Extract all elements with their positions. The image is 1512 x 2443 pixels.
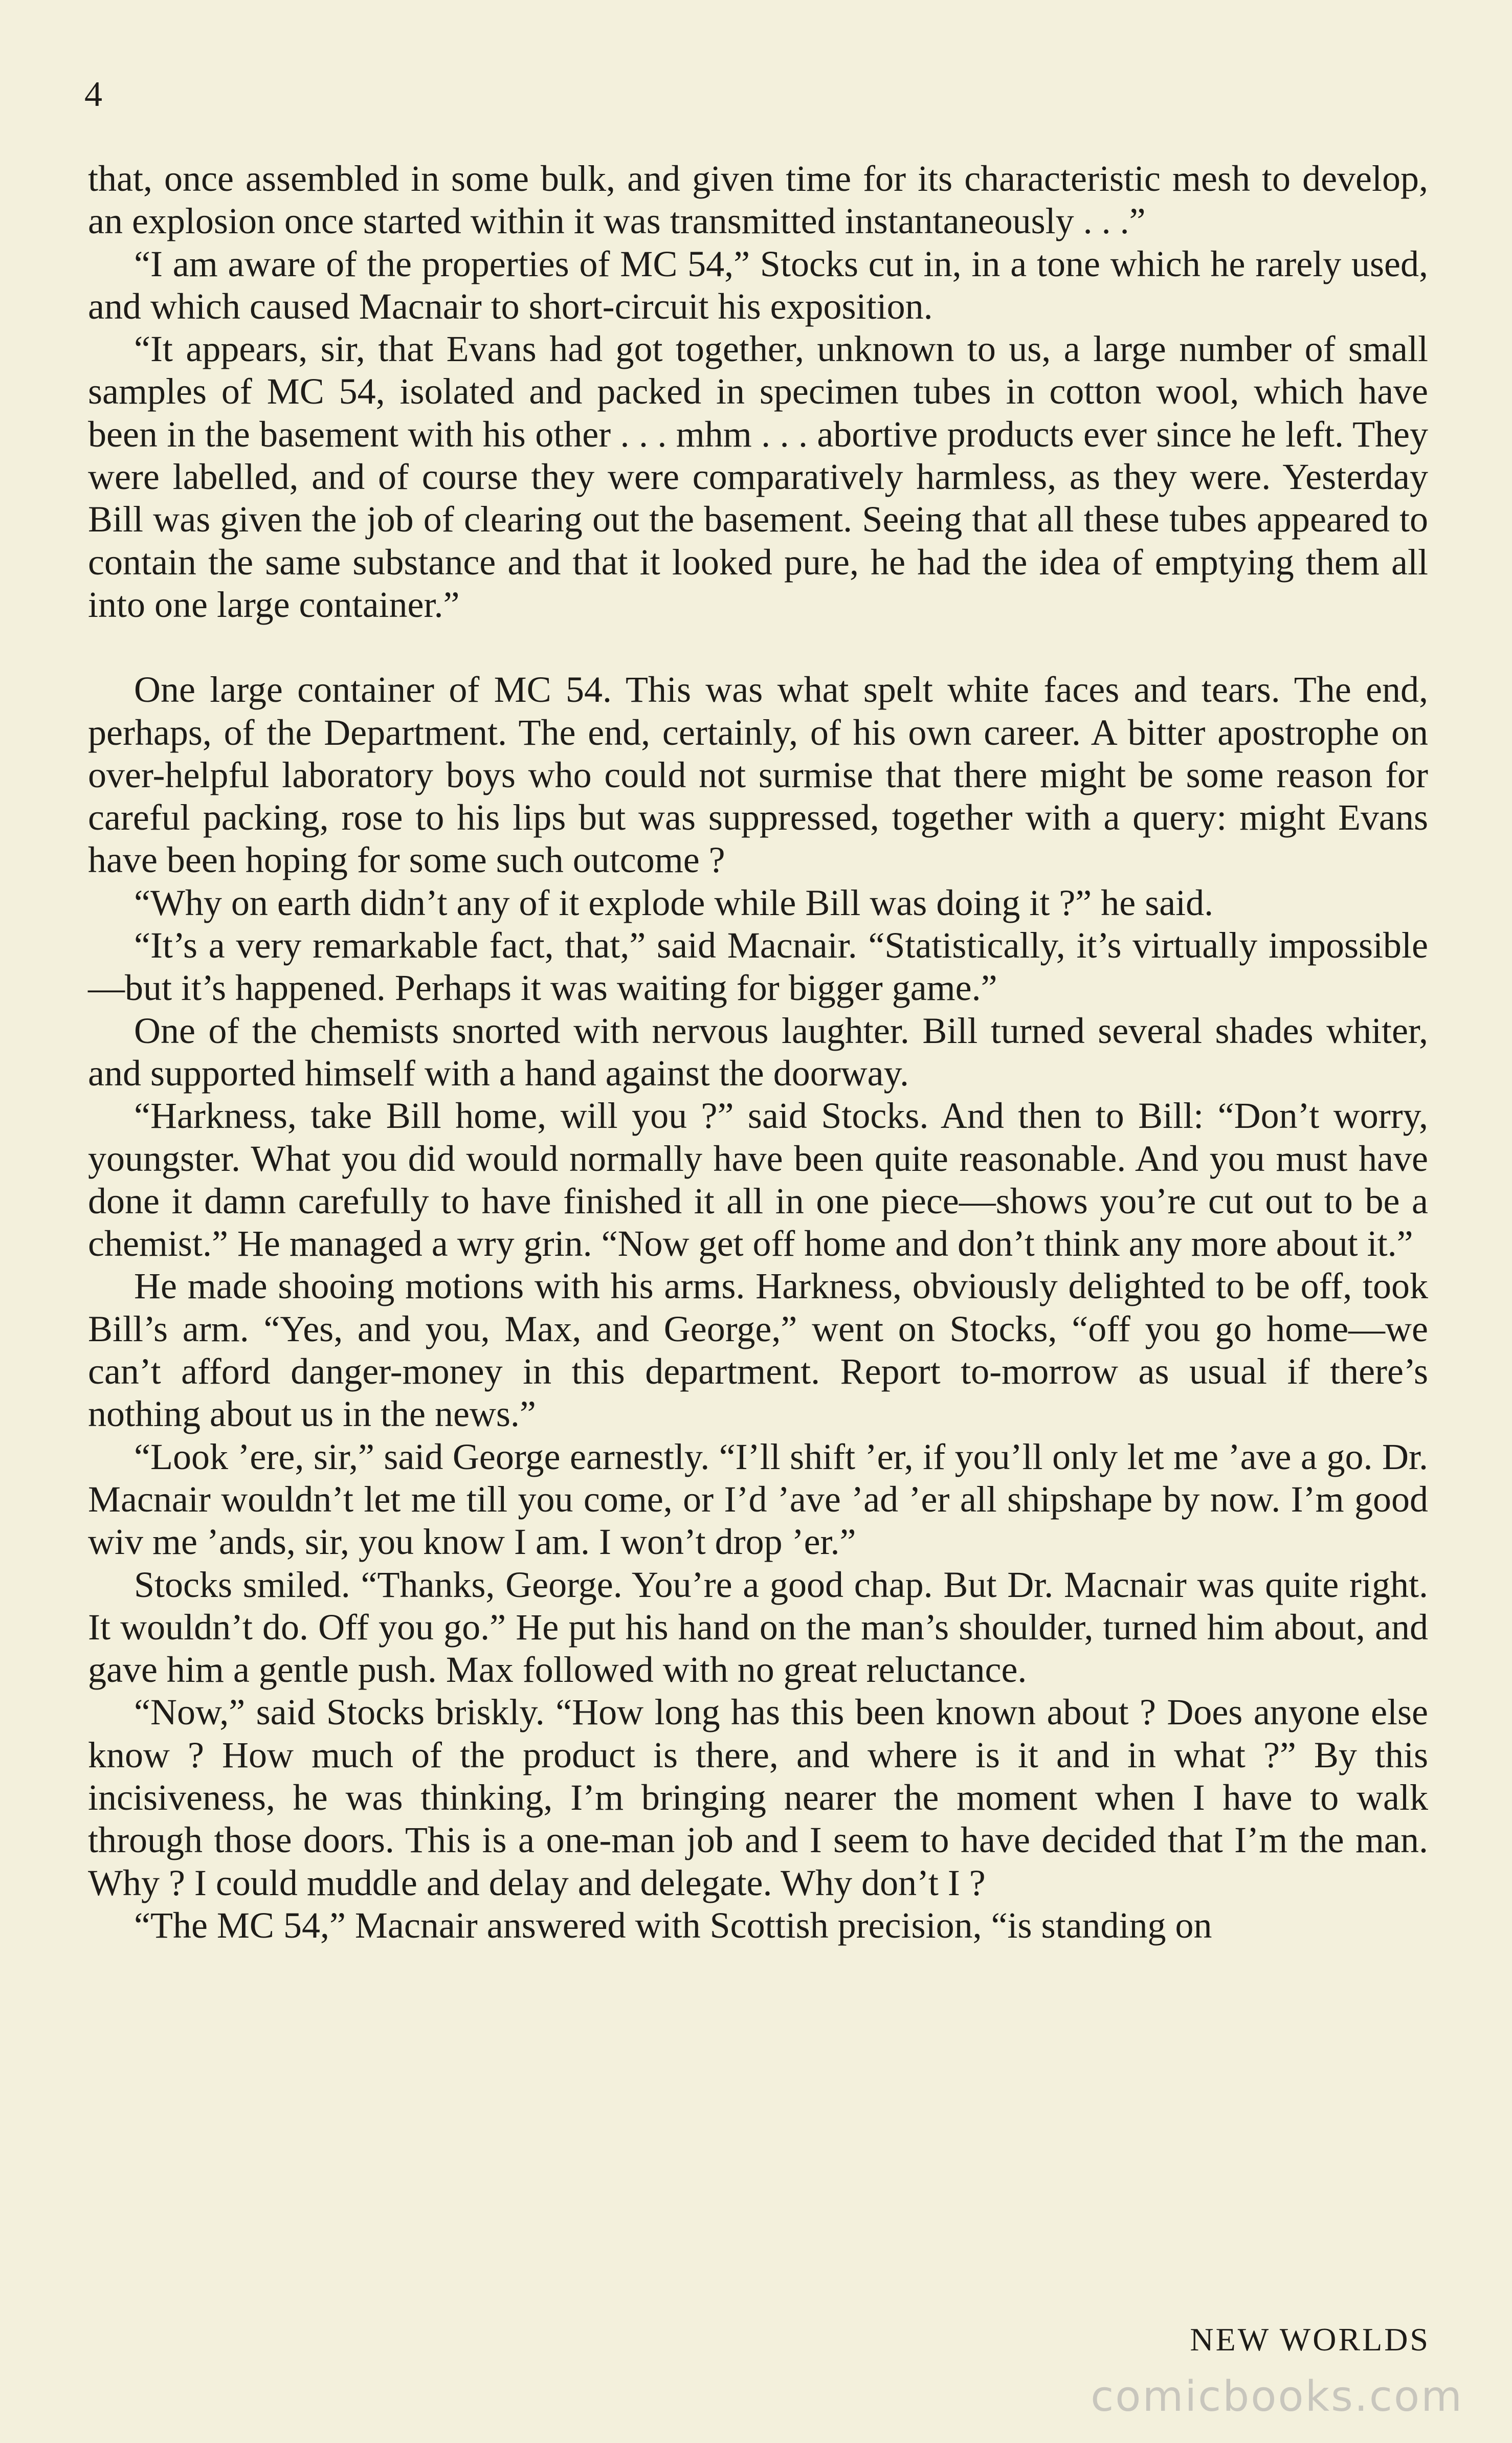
paragraph: “Now,” said Stocks briskly. “How long has this been known about ? Does anyone else know ? How much of the product is there, and where is it and in what ?” By this incisiveness, he was thinking, I’m bringing nearer the moment when I have to walk through those doors. This is a one-man job and I seem to have decided that I’m the man. Why ? I could muddle and delay and delegate. Why don’t I ? (88, 1692, 1428, 1903)
watermark: comicbooks.com (1091, 2372, 1463, 2421)
paragraph: “Look ’ere, sir,” said George earnestly. “I’ll shift ’er, if you’ll only let me ’ave a go. Dr. Macnair wouldn’t let me till you come, or I’d ’ave ’ad ’er all shipshape by now. I’m good wiv me ’ands, sir, you know I am. I won’t drop ’er.” (88, 1436, 1428, 1563)
paragraph: One large container of MC 54. This was what spelt white faces and tears. The end, perhaps, of the Department. The end, certainly, of his own career. A bitter apostrophe on over-helpful laboratory boys who could not surmise that there might be some reason for careful packing, rose to his lips but was suppressed, together with a query: might Evans have been hoping for some such outcome ? (88, 669, 1428, 881)
paragraph: He made shooing motions with his arms. Harkness, obviously delighted to be off, took Bill’s arm. “Yes, and you, Max, and George,” went on Stocks, “off you go home—we can’t afford danger-money in this department. Report to-morrow as usual if there’s nothing about us in the news.” (88, 1265, 1428, 1435)
page-number: 4 (84, 75, 102, 114)
paragraph: “I am aware of the properties of MC 54,” Stocks cut in, in a tone which he rarely used, and which caused Macnair to short-circuit his exposition. (88, 243, 1428, 327)
paragraph: “It’s a very remarkable fact, that,” said Macnair. “Statistically, it’s virtually impossible—but it’s happened. Perhaps it was waiting for bigger game.” (88, 925, 1428, 1009)
paragraph: “The MC 54,” Macnair answered with Scottish precision, “is standing on (134, 1904, 1212, 1946)
paragraph: One of the chemists snorted with nervous laughter. Bill turned several shades whiter, and supported himself with a hand against the doorway. (88, 1010, 1428, 1094)
paragraph: “Harkness, take Bill home, will you ?” said Stocks. And then to Bill: “Don’t worry, youngster. What you did would normally have been quite reasonable. And you must have done it damn carefully to have finished it all in one piece—shows you’re cut out to be a chemist.” He managed a wry grin. “Now get off home and don’t think any more about it.” (88, 1095, 1428, 1264)
magazine-footer: NEW WORLDS (1190, 2321, 1430, 2358)
paragraph: that, once assembled in some bulk, and given time for its characteristic mesh to develop, an explosion once started within it was transmitted instantaneously . . .” (88, 158, 1428, 242)
paragraph: Stocks smiled. “Thanks, George. You’re a good chap. But Dr. Macnair was quite right. It wouldn’t do. Off you go.” He put his hand on the man’s shoulder, turned him about, and gave him a gentle push. Max followed with no great reluctance. (88, 1564, 1428, 1691)
paragraph: “Why on earth didn’t any of it explode while Bill was doing it ?” he said. (134, 882, 1214, 923)
story-text (88, 158, 1428, 1947)
paragraph: “It appears, sir, that Evans had got together, unknown to us, a large number of small samples of MC 54, isolated and packed in specimen tubes in cotton wool, which have been in the basement with his other . . . mhm . . . abortive products ever since he left. They were labelled, and of course they were comparatively harmless, as they were. Yesterday Bill was given the job of clearing out the basement. Seeing that all these tubes appeared to contain the same substance and that it looked pure, he had the idea of emptying them all into one large container.” (88, 328, 1428, 625)
